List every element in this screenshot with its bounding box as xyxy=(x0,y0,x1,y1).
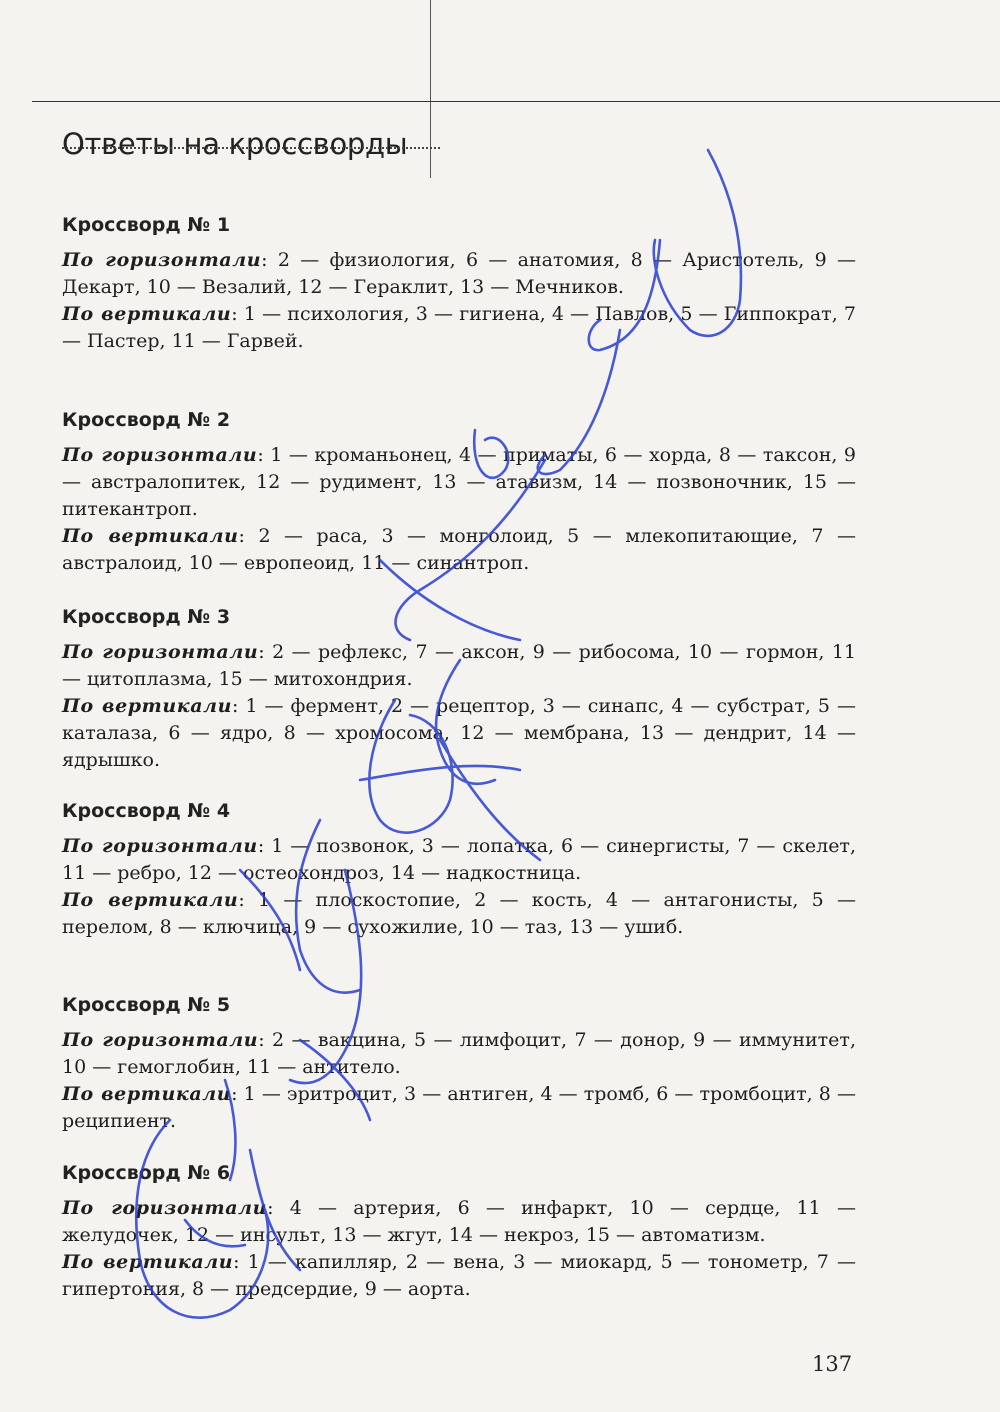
horizontal-label: По горизонтали xyxy=(62,641,259,663)
horizontal-label: По горизонтали xyxy=(62,249,262,271)
horizontal-text: 2 — вакцина, 5 — лимфоцит, 7 — донор, 9 — иммунитет, 10 — гемоглобин, 11 — антитело. xyxy=(62,1029,856,1078)
vertical-answers: По вертикали: 1 — психология, 3 — гигиена, 4 — Павлов, 5 — Гиппократ, 7 — Пастер, 11 — Гарвей. xyxy=(62,303,856,352)
horizontal-text: 2 — рефлекс, 7 — аксон, 9 — рибосома, 10 — гормон, 11 — цитоплазма, 15 — митохондрия. xyxy=(62,641,856,690)
page-number: 137 xyxy=(812,1352,853,1376)
vertical-answers: По вертикали: 1 — капилляр, 2 — вена, 3 — миокард, 5 — тонометр, 7 — гипертония, 8 — предсердие, 9 — аорта. xyxy=(62,1251,856,1300)
horizontal-answers: По горизонтали: 2 — вакцина, 5 — лимфоцит, 7 — донор, 9 — иммунитет, 10 — гемоглобин, 11 — антитело. xyxy=(62,1029,856,1078)
crossword-section-4 xyxy=(62,798,856,941)
header-rule xyxy=(32,101,1000,102)
section-title: Кроссворд № 6 xyxy=(62,1162,231,1184)
horizontal-text: 4 — артерия, 6 — инфаркт, 10 — сердце, 11 — желудочек, 12 — инсульт, 13 — жгут, 14 — некроз, 15 — автоматизм. xyxy=(62,1197,856,1246)
section-title: Кроссворд № 3 xyxy=(62,606,231,628)
horizontal-answers: По горизонтали: 4 — артерия, 6 — инфаркт, 10 — сердце, 11 — желудочек, 12 — инсульт, 13 — жгут, 14 — некроз, 15 — автоматизм. xyxy=(62,1197,856,1246)
horizontal-answers: По горизонтали: 2 — физиология, 6 — анатомия, 8 — Аристотель, 9 — Декарт, 10 — Везалий, 12 — Гераклит, 13 — Мечников. xyxy=(62,249,856,298)
vertical-text: 1 — фермент, 2 — рецептор, 3 — синапс, 4 — субстрат, 5 — каталаза, 6 — ядро, 8 — хромосома, 12 — мембрана, 13 — дендрит, 14 — ядрышко. xyxy=(62,695,856,771)
crossword-section-6 xyxy=(62,1160,856,1303)
section-title: Кроссворд № 5 xyxy=(62,994,231,1016)
horizontal-label: По горизонтали xyxy=(62,1029,259,1051)
horizontal-answers: По горизонтали: 1 — кроманьонец, 4 — приматы, 6 — хорда, 8 — таксон, 9 — австралопитек, 12 — рудимент, 13 — атавизм, 14 — позвоночник, 15 — питекантроп. xyxy=(62,444,856,520)
horizontal-text: 1 — позвонок, 3 — лопатка, 6 — синергисты, 7 — скелет, 11 — ребро, 12 — остеохондроз, 14 — надкостница. xyxy=(62,835,856,884)
vertical-text: 1 — психология, 3 — гигиена, 4 — Павлов, 5 — Гиппократ, 7 — Пастер, 11 — Гарвей. xyxy=(62,303,856,352)
horizontal-label: По горизонтали xyxy=(62,444,258,466)
section-title: Кроссворд № 1 xyxy=(62,214,231,236)
vertical-answers: По вертикали: 2 — раса, 3 — монголоид, 5 — млекопитающие, 7 — австралоид, 10 — европеоид, 11 — синантроп. xyxy=(62,525,856,574)
crossword-section-5 xyxy=(62,992,856,1135)
horizontal-text: 2 — физиология, 6 — анатомия, 8 — Аристотель, 9 — Декарт, 10 — Везалий, 12 — Гераклит, 13 — Мечников. xyxy=(62,249,856,298)
vertical-label: По вертикали xyxy=(62,525,239,547)
page-title: Ответы на кроссворды xyxy=(62,127,408,162)
vertical-text: 2 — раса, 3 — монголоид, 5 — млекопитающие, 7 — австралоид, 10 — европеоид, 11 — синантроп. xyxy=(62,525,856,574)
horizontal-text: 1 — кроманьонец, 4 — приматы, 6 — хорда, 8 — таксон, 9 — австралопитек, 12 — рудимент, 13 — атавизм, 14 — позвоночник, 15 — питекантроп. xyxy=(62,444,856,520)
crossword-section-2 xyxy=(62,407,856,577)
vertical-label: По вертикали xyxy=(62,695,233,717)
vertical-text: 1 — эритроцит, 3 — антиген, 4 — тромб, 6 — тромбоцит, 8 — реципиент. xyxy=(62,1083,856,1132)
horizontal-answers: По горизонтали: 1 — позвонок, 3 — лопатка, 6 — синергисты, 7 — скелет, 11 — ребро, 12 — остеохондроз, 14 — надкостница. xyxy=(62,835,856,884)
vertical-answers: По вертикали: 1 — фермент, 2 — рецептор, 3 — синапс, 4 — субстрат, 5 — каталаза, 6 — ядро, 8 — хромосома, 12 — мембрана, 13 — дендрит, 14 — ядрышко. xyxy=(62,695,856,771)
horizontal-label: По горизонтали xyxy=(62,1197,268,1219)
horizontal-label: По горизонтали xyxy=(62,835,258,857)
vertical-label: По вертикали xyxy=(62,1251,234,1273)
vertical-label: По вертикали xyxy=(62,1083,232,1105)
crossword-section-3 xyxy=(62,604,856,774)
vertical-answers: По вертикали: 1 — эритроцит, 3 — антиген, 4 — тромб, 6 — тромбоцит, 8 — реципиент. xyxy=(62,1083,856,1132)
vertical-text: 1 — плоскостопие, 2 — кость, 4 — антагонисты, 5 — перелом, 8 — ключица, 9 — сухожилие, 10 — таз, 13 — ушиб. xyxy=(62,889,856,938)
vertical-label: По вертикали xyxy=(62,303,232,325)
horizontal-answers: По горизонтали: 2 — рефлекс, 7 — аксон, 9 — рибосома, 10 — гормон, 11 — цитоплазма, 15 — митохондрия. xyxy=(62,641,856,690)
vertical-answers: По вертикали: 1 — плоскостопие, 2 — кость, 4 — антагонисты, 5 — перелом, 8 — ключица, 9 — сухожилие, 10 — таз, 13 — ушиб. xyxy=(62,889,856,938)
vertical-text: 1 — капилляр, 2 — вена, 3 — миокард, 5 — тонометр, 7 — гипертония, 8 — предсердие, 9 — аорта. xyxy=(62,1251,856,1300)
section-title: Кроссворд № 2 xyxy=(62,409,231,431)
crossword-section-1 xyxy=(62,212,856,355)
fold-line xyxy=(430,0,431,178)
title-dotted-rule xyxy=(62,147,440,149)
section-title: Кроссворд № 4 xyxy=(62,800,231,822)
vertical-label: По вертикали xyxy=(62,889,239,911)
